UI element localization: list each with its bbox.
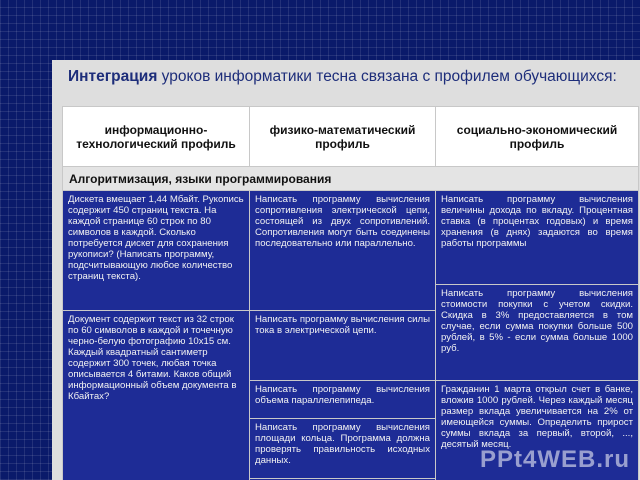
it-task-1: Дискета вмещает 1,44 Мбайт. Рукопись содержит 450 страниц текста. На каждой странице 60 строк по 80 символов в каждой. Сколько потребуется дискет для сохранения рукописи? (Написать программу, подсчитывающую любое количество страниц текста). bbox=[63, 191, 250, 311]
phys-task-1: Написать программу вычисления сопротивления электрической цепи, состоящей из двух сопротивлений. Сопротивления могут быть соединены последовательно или параллельно. bbox=[250, 191, 436, 311]
slide bbox=[52, 60, 640, 480]
section-row bbox=[63, 167, 639, 191]
title-rest: уроков информатики тесна связана с профилем обучающихся: bbox=[157, 68, 617, 85]
table-row bbox=[63, 191, 639, 285]
header-physmath-profile: физико-математический профиль bbox=[250, 107, 436, 167]
econ-task-2: Написать программу вычисления стоимости покупки с учетом скидки. Скидка в 3% предоставляется в том случае, если сумма покупки больше 500 рублей, в 5% - если сумма больше 1000 руб. bbox=[436, 285, 639, 381]
watermark: PPt4WEB.ru bbox=[479, 446, 630, 473]
slide-title bbox=[68, 68, 628, 86]
section-title: Алгоритмизация, языки программирования bbox=[63, 167, 639, 191]
econ-task-1: Написать программу вычисления величины дохода по вкладу. Процентная ставка (в процентах годовых) и время хранения (в днях) задаются во время работы программы bbox=[436, 191, 639, 285]
phys-task-2: Написать программу вычисления силы тока в электрической цепи. bbox=[250, 311, 436, 381]
econ-task-3: Гражданин 1 марта открыл счет в банке, вложив 1000 рублей. Через каждый месяц размер вклада увеличивается на 2% от имеющейся суммы. Определить прирост суммы вклада за первый, второй, ..., десятый месяц. bbox=[436, 381, 639, 480]
title-highlight: Интеграция bbox=[68, 68, 158, 85]
header-row bbox=[63, 107, 639, 167]
profiles-table bbox=[62, 106, 639, 480]
header-it-profile: информационно-технологический профиль bbox=[63, 107, 250, 167]
it-task-2: Документ содержит текст из 32 строк по 60 символов в каждой и точечную черно-белую фотографию 10х15 см. Каждый квадратный сантиметр содержит 300 точек, любая точка описывается 4 битами. Каков общий информационный объем документа в Кбайтах? bbox=[63, 311, 250, 480]
phys-task-3: Написать программу вычисления объема параллелепипеда. bbox=[250, 381, 436, 419]
header-socioecon-profile: социально-экономический профиль bbox=[436, 107, 639, 167]
phys-task-4: Написать программу вычисления площади кольца. Программа должна проверять правильность исходных данных. bbox=[250, 419, 436, 479]
